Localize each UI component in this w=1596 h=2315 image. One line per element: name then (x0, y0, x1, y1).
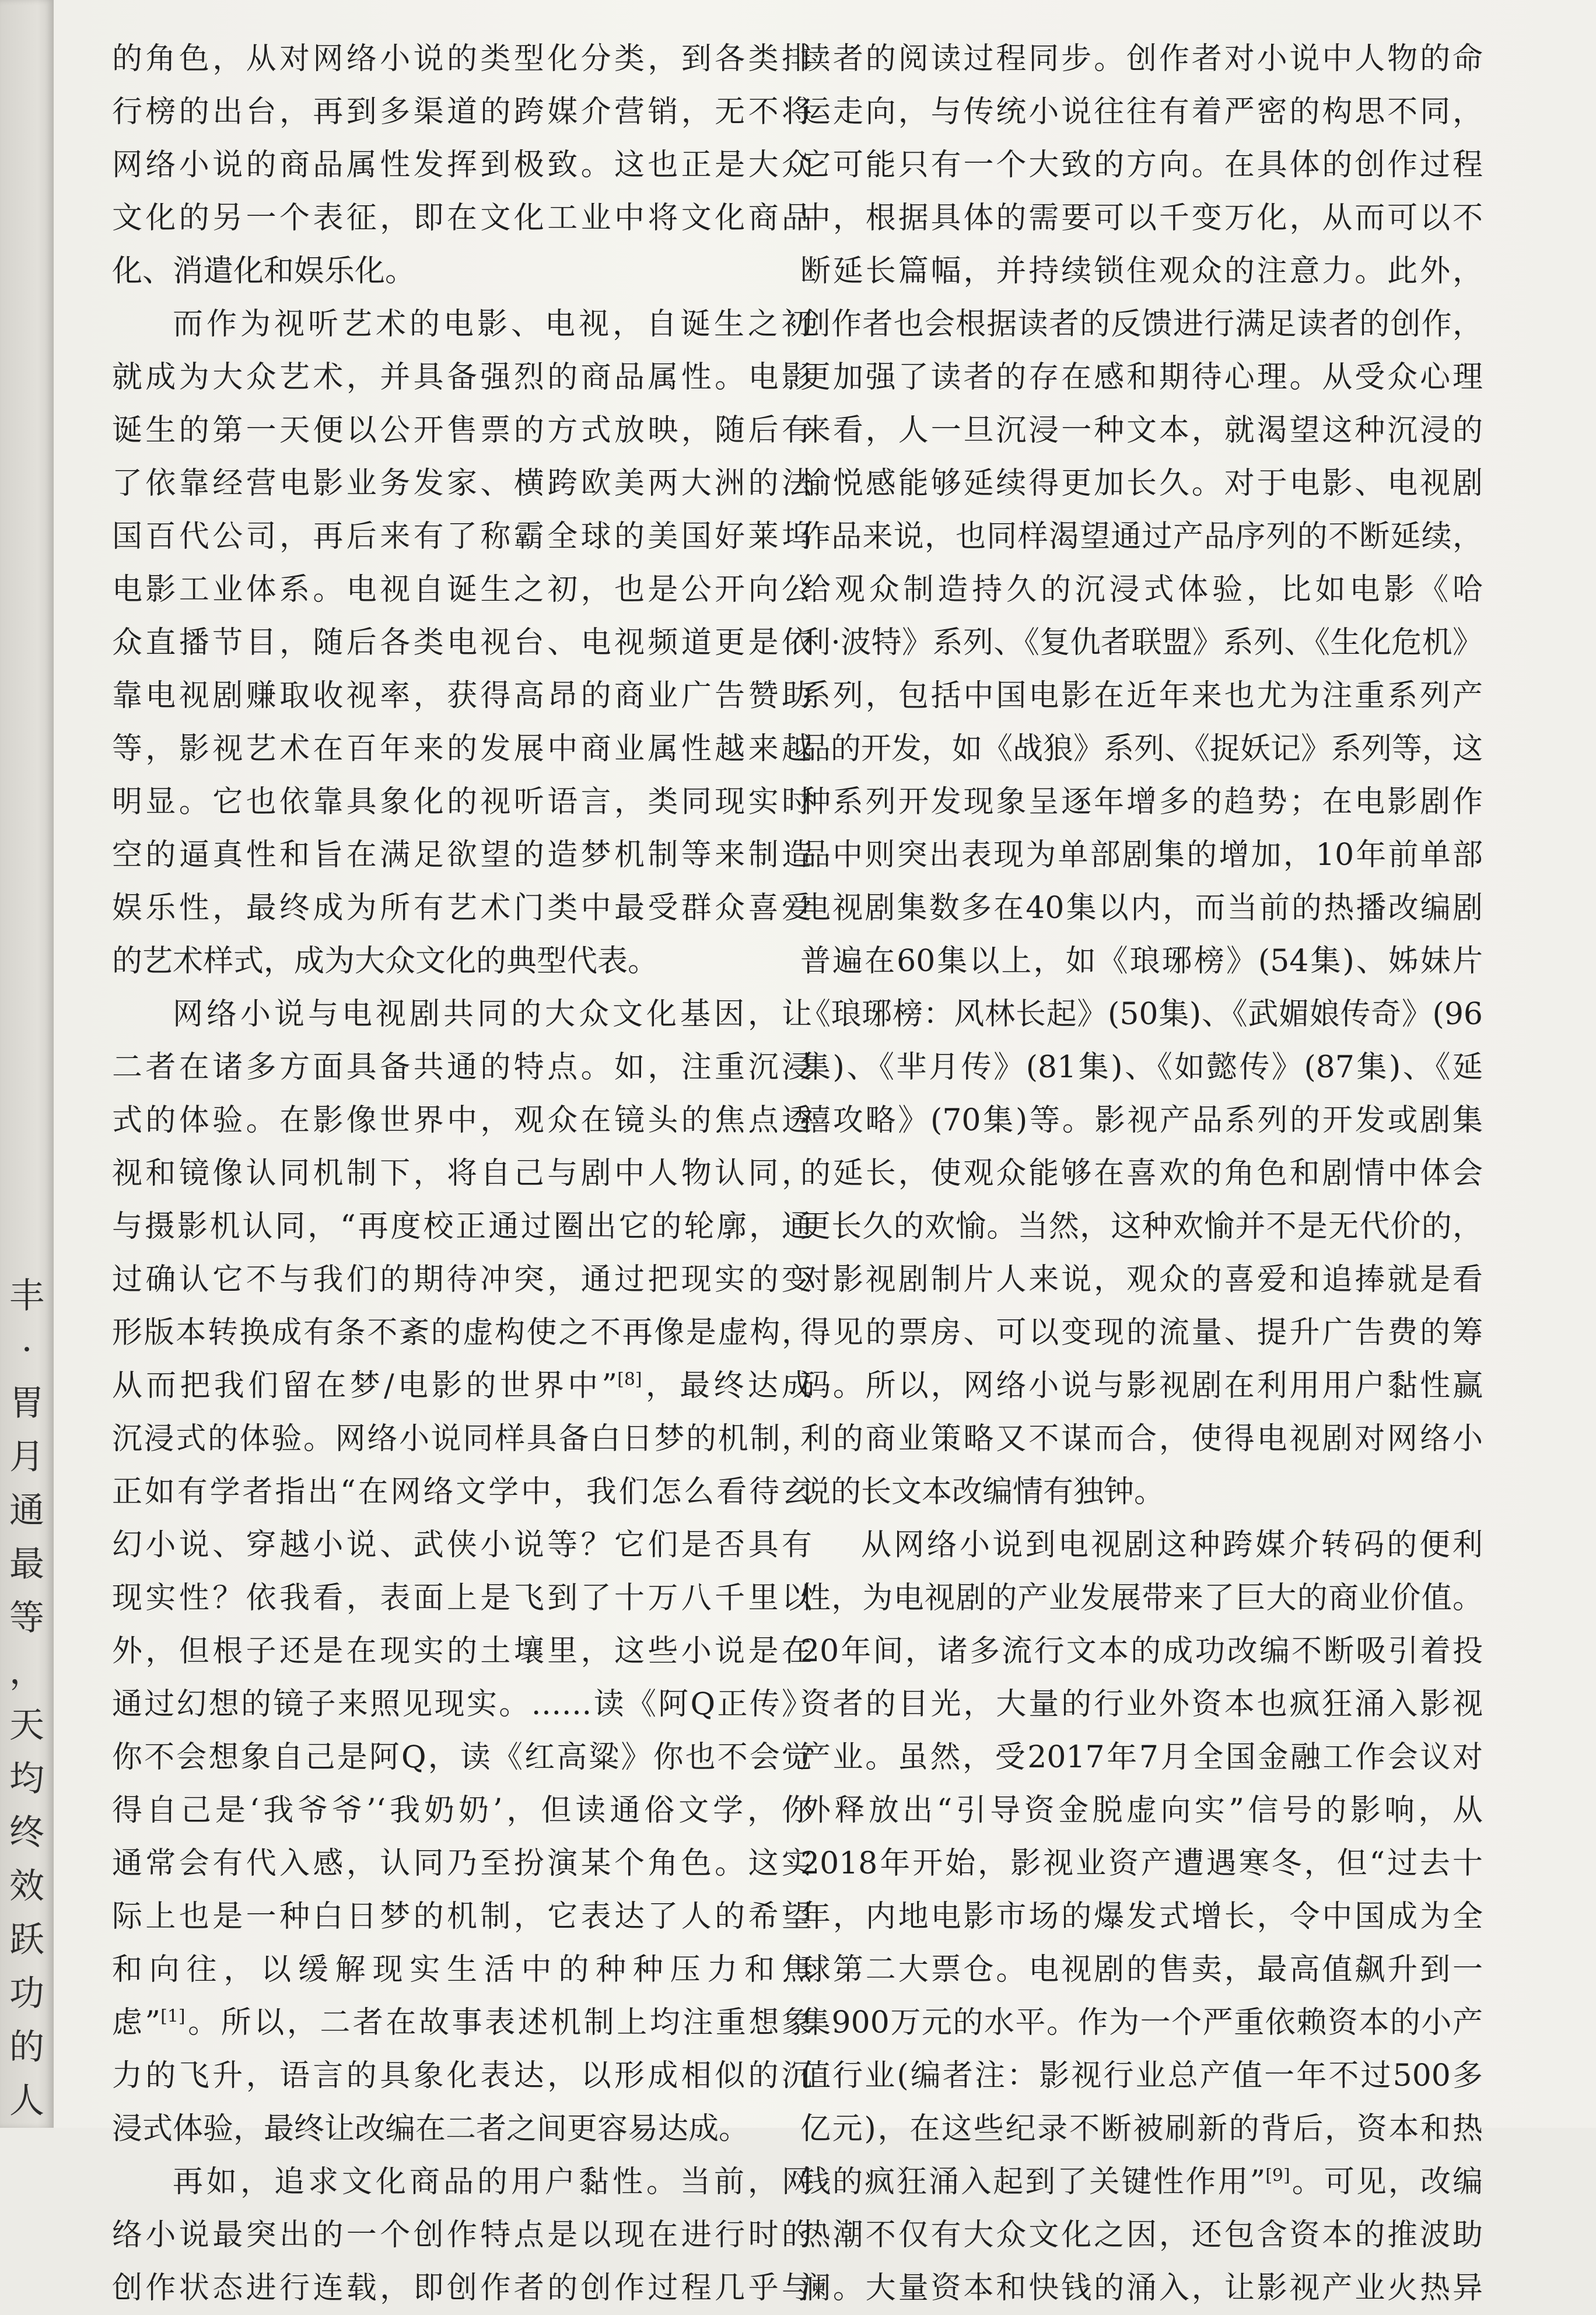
line-text: 《琅琊榜：风林长起》(50集)、《武媚娘传奇》(96 (800, 997, 1483, 1032)
text-line (800, 139, 1483, 192)
line-text: 行榜的出台，再到多渠道的跨媒介营销，无不将 (112, 94, 812, 129)
text-line (800, 829, 1483, 882)
adjacent-page-char: 月 (9, 1437, 44, 1477)
footnote-ref: [9] (1265, 2165, 1290, 2186)
line-text: 产业。虽然，受2017年7月全国金融工作会议对 (800, 1740, 1483, 1775)
line-text: 种系列开发现象呈逐年增多的趋势；在电影剧作 (800, 784, 1483, 819)
adjacent-page-edge (0, 0, 54, 2128)
text-line (800, 1307, 1483, 1360)
text-line (800, 1731, 1483, 1784)
text-line (800, 988, 1483, 1041)
footnote-ref: [8] (617, 1369, 642, 1390)
adjacent-page-char: 跃 (9, 1920, 44, 1960)
text-line (112, 2050, 812, 2103)
line-text: 创作状态进行连载，即创作者的创作过程几乎与 (112, 2271, 812, 2306)
line-text: 更加强了读者的存在感和期待心理。从受众心理 (800, 360, 1483, 395)
adjacent-page-char: 终 (9, 1812, 44, 1853)
line-text: 亿元)，在这些纪录不断被刷新的背后，资本和热 (800, 2111, 1483, 2146)
text-line (112, 670, 812, 723)
line-text: 性，为电视剧的产业发展带来了巨大的商业价值。 (800, 1581, 1483, 1616)
line-text: 运走向，与传统小说往往有着严密的构思不同， (800, 94, 1483, 129)
text-line (800, 723, 1483, 776)
line-text: 作品来说，也同样渴望通过产品序列的不断延续， (800, 519, 1483, 554)
line-text: 普遍在60集以上，如《琅琊榜》(54集)、姊妹片 (800, 944, 1483, 979)
line-text: 断延长篇幅，并持续锁住观众的注意力。此外， (800, 254, 1483, 289)
line-text: 正如有学者指出“在网络文学中，我们怎么看待玄 (112, 1475, 812, 1510)
adjacent-page-char: 人 (9, 2081, 44, 2121)
line-text: 的艺术样式，成为大众文化的典型代表。 (112, 944, 659, 979)
text-line (800, 2103, 1483, 2156)
text-line (800, 2209, 1483, 2262)
text-line (112, 510, 812, 563)
text-line (800, 33, 1483, 86)
text-line (112, 1784, 812, 1837)
adjacent-page-char: 等 (9, 1598, 44, 1638)
book-page (54, 0, 1596, 2306)
adjacent-page-char: 最 (9, 1544, 44, 1585)
text-line (800, 1360, 1483, 1413)
text-line (800, 1678, 1483, 1731)
line-text: 过确认它不与我们的期待冲突，通过把现实的变 (112, 1262, 812, 1297)
line-text-continued: 。可见，改编 (1290, 2165, 1483, 2200)
line-text: 了依靠经营电影业务发家、横跨欧美两大洲的法 (112, 466, 812, 501)
line-text: 与摄影机认同，“再度校正通过圈出它的轮廓，通 (112, 1209, 812, 1244)
line-text: 电影工业体系。电视自诞生之初，也是公开向公 (112, 572, 812, 607)
text-line (800, 298, 1483, 351)
text-line (112, 1147, 812, 1200)
line-text: 诞生的第一天便以公开售票的方式放映，随后有 (112, 413, 812, 448)
line-text: 年，内地电影市场的爆发式增长，令中国成为全 (800, 1899, 1483, 1934)
line-text: 式的体验。在影像世界中，观众在镜头的焦点透 (112, 1103, 812, 1138)
text-line (800, 2156, 1483, 2209)
line-text: 中，根据具体的需要可以千变万化，从而可以不 (800, 201, 1483, 236)
line-text: 你不会想象自己是阿Q，读《红高粱》你也不会觉 (112, 1740, 812, 1775)
line-text: 就成为大众艺术，并具备强烈的商品属性。电影 (112, 360, 812, 395)
line-text: 品中则突出表现为单部剧集的增加，10年前单部 (800, 838, 1483, 873)
line-text: 明显。它也依靠具象化的视听语言，类同现实时 (112, 784, 812, 819)
line-text: 从网络小说到电视剧这种跨媒介转码的便利 (861, 1528, 1483, 1563)
text-line (800, 1572, 1483, 1625)
text-line (800, 1837, 1483, 1890)
text-line (800, 2050, 1483, 2103)
text-line (112, 192, 812, 245)
text-line (112, 988, 812, 1041)
text-line (112, 245, 812, 298)
line-text: 浸式体验，最终让改编在二者之间更容易达成。 (112, 2111, 750, 2146)
text-line (112, 617, 812, 670)
line-text: 得见的票房、可以变现的流量、提升广告费的筹 (800, 1315, 1483, 1350)
line-text: 它可能只有一个大致的方向。在具体的创作过程 (800, 148, 1483, 183)
line-text: 集)、《芈月传》(81集)、《如懿传》(87集)、《延 (800, 1050, 1483, 1085)
adjacent-page-char: 均 (9, 1759, 44, 1799)
line-text: 禧攻略》(70集)等。影视产品系列的开发或剧集 (800, 1103, 1483, 1138)
line-text: 外，但根子还是在现实的土壤里，这些小说是在 (112, 1634, 812, 1669)
text-line (112, 1943, 812, 1997)
adjacent-page-char: · (21, 1329, 33, 1370)
text-line (800, 1784, 1483, 1837)
line-text: 球第二大票仓。电视剧的售卖，最高值飙升到一 (800, 1952, 1483, 1987)
line-text: 码。所以，网络小说与影视剧在利用用户黏性赢 (800, 1368, 1483, 1403)
line-text: 再如，追求文化商品的用户黏性。当前，网 (173, 2165, 812, 2200)
line-text: 而作为视听艺术的电影、电视，自诞生之初 (173, 307, 812, 342)
line-text: 力的飞升，语言的具象化表达，以形成相似的沉 (112, 2058, 812, 2093)
line-text: 虑” (112, 2005, 161, 2040)
text-line (112, 1837, 812, 1890)
text-line (800, 351, 1483, 404)
line-text: 2018年开始，影视业资产遭遇寒冬，但“过去十 (800, 1846, 1483, 1881)
line-text: 愉悦感能够延续得更加长久。对于电影、电视剧 (800, 466, 1483, 501)
text-line (112, 1572, 812, 1625)
text-line (800, 1094, 1483, 1147)
text-line (800, 192, 1483, 245)
text-line (112, 1094, 812, 1147)
line-text: 创作者也会根据读者的反馈进行满足读者的创作， (800, 307, 1483, 342)
text-line (800, 776, 1483, 829)
line-text: 娱乐性，最终成为所有艺术门类中最受群众喜爱 (112, 891, 812, 926)
line-text: 对影视剧制片人来说，观众的喜爱和追捧就是看 (800, 1262, 1483, 1297)
text-line (800, 670, 1483, 723)
left-text-column (112, 33, 812, 2315)
line-text: 网络小说与电视剧共同的大众文化基因，让 (173, 997, 812, 1032)
text-line (112, 33, 812, 86)
line-text: 众直播节目，随后各类电视台、电视频道更是依 (112, 625, 812, 660)
line-text: 的延长，使观众能够在喜欢的角色和剧情中体会 (800, 1156, 1483, 1191)
line-text: 得自己是‘我爷爷’‘我奶奶’，但读通俗文学，你 (112, 1793, 812, 1828)
text-line (112, 1625, 812, 1678)
text-line (112, 457, 812, 510)
line-text: 的角色，从对网络小说的类型化分类，到各类排 (112, 41, 812, 76)
line-text: 从而把我们留在梦/电影的世界中” (112, 1368, 618, 1403)
line-text: 等，影视艺术在百年来的发展中商业属性越来越 (112, 731, 812, 766)
line-text: 沉浸式的体验。网络小说同样具备白日梦的机制， (112, 1421, 812, 1456)
text-line (800, 1253, 1483, 1307)
line-text: 更长久的欢愉。当然，这种欢愉并不是无代价的， (800, 1209, 1483, 1244)
text-line (800, 617, 1483, 670)
line-text: 国百代公司，再后来有了称霸全球的美国好莱坞 (112, 519, 812, 554)
text-line (112, 723, 812, 776)
text-line (112, 935, 812, 988)
text-line (112, 139, 812, 192)
adjacent-page-char: 的 (9, 2027, 44, 2068)
adjacent-page-char: 通 (9, 1490, 44, 1531)
line-text: 空的逼真性和旨在满足欲望的造梦机制等来制造 (112, 838, 812, 873)
line-text: 值行业(编者注：影视行业总产值一年不过500多 (800, 2058, 1483, 2093)
text-line (800, 1466, 1483, 1519)
line-text: 靠电视剧赚取收视率，获得高昂的商业广告赞助 (112, 678, 812, 713)
text-line (112, 1997, 812, 2050)
text-line (112, 1519, 812, 1572)
adjacent-page-text-fragments (4, 1272, 50, 2125)
adjacent-page-char: 功 (9, 1973, 44, 2014)
line-text: 化、消遣化和娱乐化。 (112, 254, 416, 289)
text-line (800, 2262, 1483, 2315)
adjacent-page-char: 胃 (9, 1383, 44, 1424)
text-line (800, 457, 1483, 510)
line-text: 来看，人一旦沉浸一种文本，就渴望这种沉浸的 (800, 413, 1483, 448)
text-line (800, 1041, 1483, 1094)
text-line (800, 882, 1483, 935)
line-text: 系列，包括中国电影在近年来也尤为注重系列产 (800, 678, 1483, 713)
text-line (800, 1997, 1483, 2050)
text-line (112, 1360, 812, 1413)
line-text: 文化的另一个表征，即在文化工业中将文化商品 (112, 201, 812, 236)
line-text-continued: 。所以，二者在故事表述机制上均注重想象 (185, 2005, 812, 2040)
text-line (800, 404, 1483, 457)
line-text: 给观众制造持久的沉浸式体验，比如电影《哈 (800, 572, 1483, 607)
line-text: 外释放出“引导资金脱虚向实”信号的影响，从 (800, 1793, 1483, 1828)
text-line (112, 829, 812, 882)
line-text: 络小说最突出的一个创作特点是以现在进行时的 (112, 2218, 812, 2253)
text-line (112, 404, 812, 457)
line-text: 视和镜像认同机制下，将自己与剧中人物认同， (112, 1156, 812, 1191)
line-text: 钱的疯狂涌入起到了关键性作用” (800, 2165, 1266, 2200)
text-line (112, 1253, 812, 1307)
text-line (800, 245, 1483, 298)
text-line (112, 1200, 812, 1253)
line-text: 际上也是一种白日梦的机制，它表达了人的希望 (112, 1899, 812, 1934)
text-line (112, 882, 812, 935)
text-line (800, 1147, 1483, 1200)
text-line (112, 298, 812, 351)
line-text: 幻小说、穿越小说、武侠小说等？它们是否具有 (112, 1528, 812, 1563)
line-text: 形版本转换成有条不紊的虚构使之不再像是虚构， (112, 1315, 812, 1350)
text-line (800, 935, 1483, 988)
line-text: 澜。大量资本和快钱的涌入，让影视产业火热异 (800, 2271, 1483, 2306)
text-line (112, 2156, 812, 2209)
line-text: 通常会有代入感，认同乃至扮演某个角色。这实 (112, 1846, 812, 1881)
text-line (112, 2209, 812, 2262)
adjacent-page-char: 天 (9, 1705, 44, 1746)
line-text: 利的商业策略又不谋而合，使得电视剧对网络小 (800, 1421, 1483, 1456)
text-line (112, 1413, 812, 1466)
text-line (112, 1307, 812, 1360)
text-line (800, 1890, 1483, 1943)
line-text: 热潮不仅有大众文化之因，还包含资本的推波助 (800, 2218, 1483, 2253)
right-text-column (800, 33, 1483, 2315)
line-text: 集900万元的水平。作为一个严重依赖资本的小产 (800, 2005, 1483, 2040)
text-line (800, 86, 1483, 139)
text-line (800, 1200, 1483, 1253)
line-text: 利·波特》系列、《复仇者联盟》系列、《生化危机》 (800, 625, 1483, 660)
text-line (800, 1413, 1483, 1466)
line-text-continued: ，最终达成 (642, 1368, 812, 1403)
line-text: 说的长文本改编情有独钟。 (800, 1475, 1165, 1510)
text-line (800, 1625, 1483, 1678)
line-text: 和向往，以缓解现实生活中的种种压力和焦 (112, 1952, 812, 1987)
text-line (800, 510, 1483, 563)
text-line (112, 1466, 812, 1519)
line-text: 读者的阅读过程同步。创作者对小说中人物的命 (800, 41, 1483, 76)
line-text: 电视剧集数多在40集以内，而当前的热播改编剧 (800, 891, 1483, 926)
text-line (800, 1943, 1483, 1997)
text-line (112, 776, 812, 829)
adjacent-page-char: ， (9, 1651, 44, 1692)
adjacent-page-char: 丰 (9, 1276, 44, 1316)
line-text: 现实性？依我看，表面上是飞到了十万八千里以 (112, 1581, 812, 1616)
text-line (112, 2103, 812, 2156)
text-line (800, 563, 1483, 617)
line-text: 资者的目光，大量的行业外资本也疯狂涌入影视 (800, 1687, 1483, 1722)
line-text: 二者在诸多方面具备共通的特点。如，注重沉浸 (112, 1050, 812, 1085)
line-text: 网络小说的商品属性发挥到极致。这也正是大众 (112, 148, 812, 183)
text-line (112, 2262, 812, 2315)
line-text: 通过幻想的镜子来照见现实。……读《阿Q正传》 (112, 1687, 812, 1722)
text-line (112, 1041, 812, 1094)
adjacent-page-char: 效 (9, 1866, 44, 1907)
footnote-ref: [1] (160, 2006, 186, 2027)
text-line (112, 1678, 812, 1731)
text-line (800, 1519, 1483, 1572)
text-line (112, 351, 812, 404)
text-line (112, 1890, 812, 1943)
text-line (112, 1731, 812, 1784)
text-line (112, 86, 812, 139)
line-text: 20年间，诸多流行文本的成功改编不断吸引着投 (800, 1634, 1483, 1669)
line-text: 品的开发，如《战狼》系列、《捉妖记》系列等，这 (800, 731, 1483, 766)
text-line (112, 563, 812, 617)
